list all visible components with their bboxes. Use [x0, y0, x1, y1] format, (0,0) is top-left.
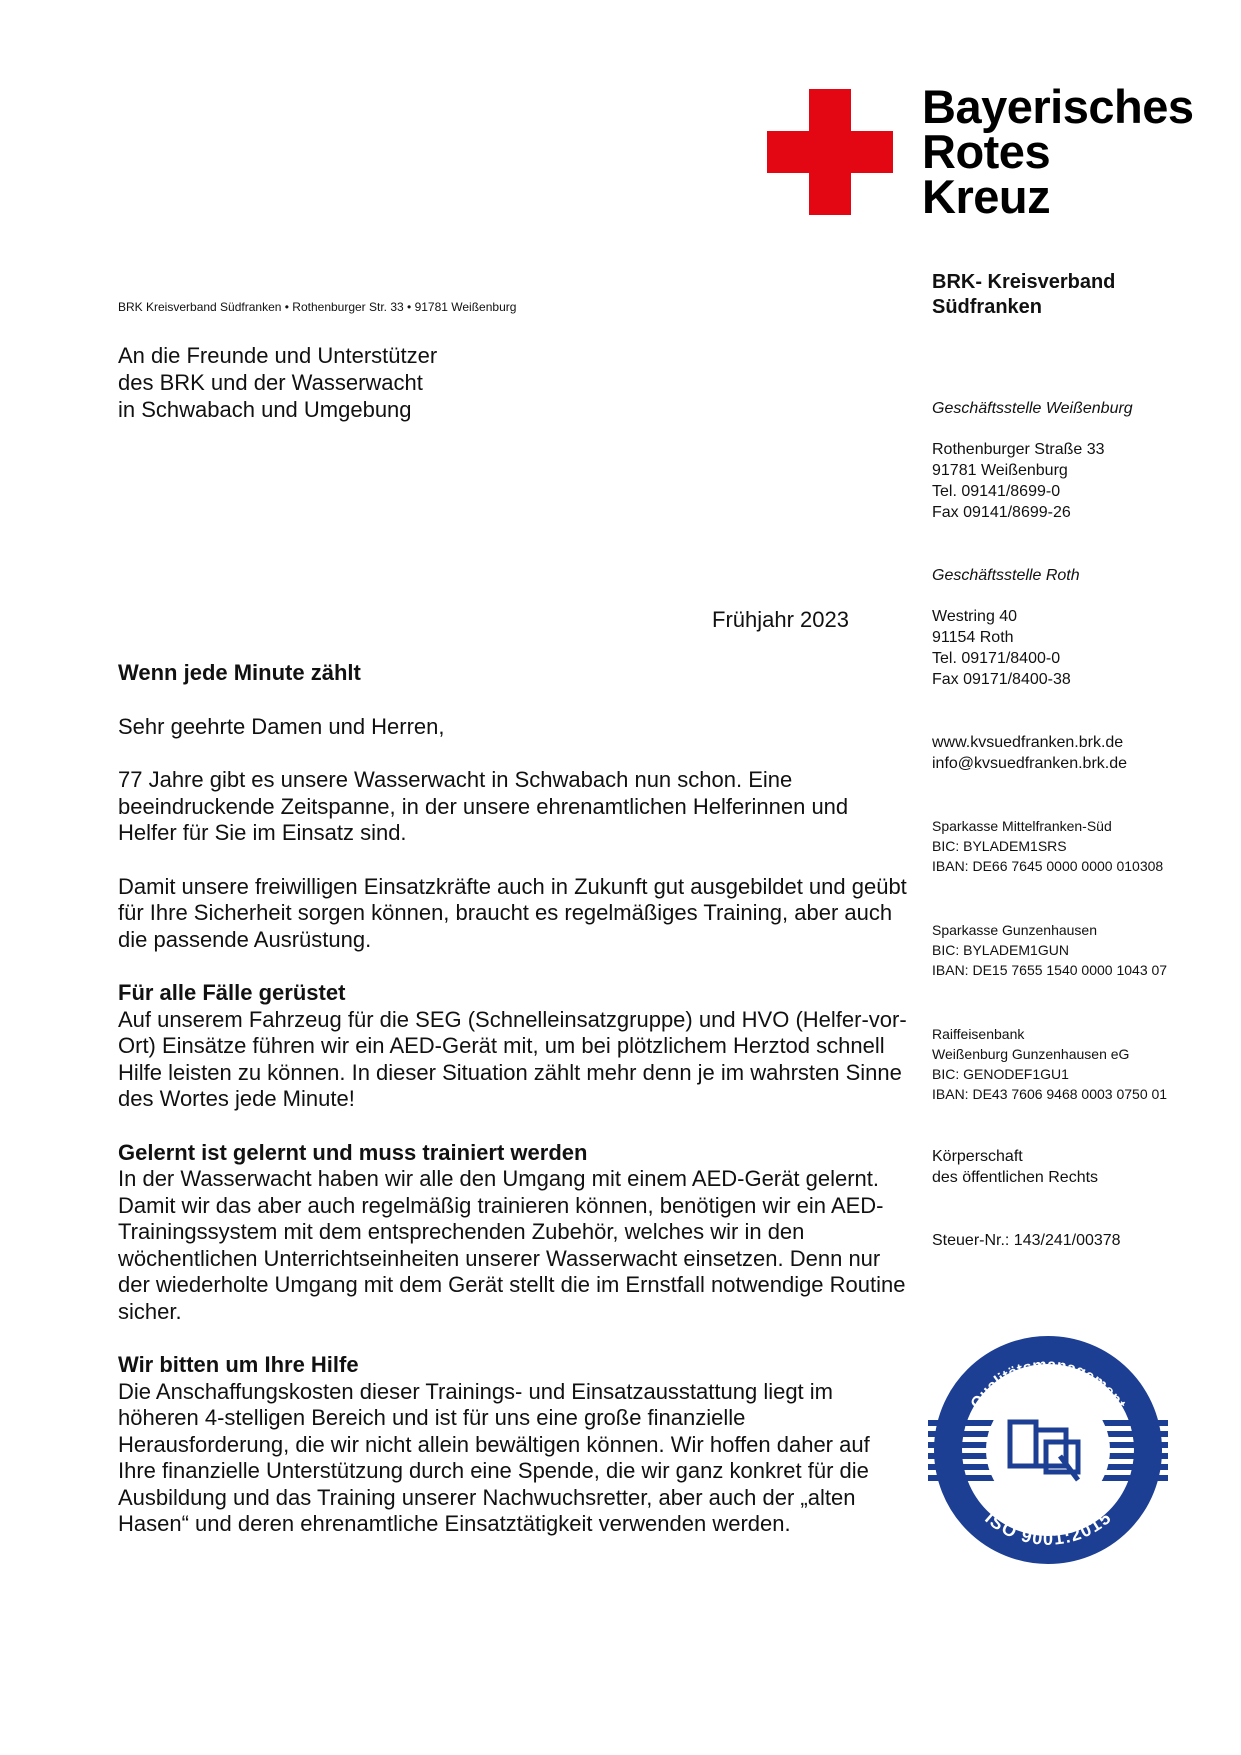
office-line: Westring 40	[932, 608, 1018, 625]
section-heading: Gelernt ist gelernt und muss trainiert werden	[118, 1139, 588, 1165]
letter-body	[118, 660, 908, 1565]
bank-block	[932, 920, 1232, 980]
bank-line: BIC: GENODEF1GU1	[932, 1066, 1069, 1082]
letter-paragraph: Damit unsere freiwilligen Einsatzkräfte auch in Zukunft gut ausgebildet und geübt für Ihre Sicherheit sorgen können, braucht es regelmäßiges Training, aber auch die passende Ausrüstung.	[118, 873, 907, 952]
brand-line: Rotes	[922, 125, 1051, 178]
recipient-address	[118, 342, 437, 423]
recipient-line: in Schwabach und Umgebung	[118, 397, 412, 422]
org-line: Südfranken	[932, 296, 1043, 318]
sidebar-contact	[932, 270, 1232, 1251]
bank-line: BIC: BYLADEM1SRS	[932, 838, 1067, 854]
office-line: Tel. 09171/8400-0	[932, 650, 1061, 667]
bank-block	[932, 816, 1232, 876]
recipient-line: An die Freunde und Unterstützer	[118, 343, 438, 368]
brand-name	[922, 80, 1194, 223]
seal-top-text: Qualitätsmanagement	[967, 1356, 1129, 1413]
bank-line: IBAN: DE43 7606 9468 0003 0750 01	[932, 1086, 1168, 1102]
brand-line: Kreuz	[922, 170, 1051, 223]
office-line: Fax 09171/8400-38	[932, 671, 1071, 688]
bank-line: Weißenburg Gunzenhausen eG	[932, 1046, 1130, 1062]
legal-line: des öffentlichen Rechts	[932, 1169, 1099, 1186]
bank-line: IBAN: DE66 7645 0000 0000 010308	[932, 858, 1164, 874]
website-link[interactable]: www.kvsuedfranken.brk.de	[932, 734, 1124, 751]
letter-greeting: Sehr geehrte Damen und Herren,	[118, 713, 445, 739]
bank-line: Sparkasse Gunzenhausen	[932, 922, 1097, 938]
brand-line: Bayerisches	[922, 80, 1194, 133]
recipient-line: des BRK und der Wasserwacht	[118, 370, 423, 395]
iso-quality-seal-icon	[928, 1330, 1168, 1570]
section-body: In der Wasserwacht haben wir alle den Umgang mit einem AED-Gerät gelernt. Damit wir das aber auch regelmäßig trainieren können, benötigen wir ein AED-Trainingssystem mit dem entsprechenden Zubehör, welches wir in den wöchentlichen Unterrichtseinheiten unserer Wasserwacht einsetzen. Denn nur der wiederholte Umgang mit dem Gerät stellt die im Ernstfall notwendige Routine sicher.	[118, 1166, 906, 1324]
red-cross-horizontal	[767, 131, 893, 173]
bank-line: Raiffeisenbank	[932, 1026, 1025, 1042]
section-body: Auf unserem Fahrzeug für die SEG (Schnelleinsatzgruppe) und HVO (Helfer-vor-Ort) Einsätze führen wir ein AED-Gerät mit, um bei plötzlichem Herztod schnell Hilfe leisten zu können. In dieser Situation zählt mehr denn je im wahrsten Sinne des Wortes jede Minute!	[118, 1006, 907, 1111]
sender-line: BRK Kreisverband Südfranken • Rothenburger Str. 33 • 91781 Weißenburg	[118, 300, 517, 314]
letter-paragraph: 77 Jahre gibt es unsere Wasserwacht in Schwabach nun schon. Eine beeindruckende Zeitspanne, in der unsere ehrenamtlichen Helferinnen und Helfer für Sie im Einsatz sind.	[118, 767, 849, 845]
tax-number: Steuer-Nr.: 143/241/00378	[932, 1232, 1121, 1249]
letter-section	[118, 980, 908, 1113]
bank-line: Sparkasse Mittelfranken-Süd	[932, 818, 1112, 834]
letter-section	[118, 1140, 908, 1326]
letter-subject: Wenn jede Minute zählt	[118, 660, 361, 685]
legal-line: Körperschaft	[932, 1148, 1023, 1165]
email-link[interactable]: info@kvsuedfranken.brk.de	[932, 755, 1128, 772]
section-body: Die Anschaffungskosten dieser Trainings- und Einsatzausstattung liegt im höheren 4-stelligen Bereich und ist für uns eine große finanzielle Herausforderung, die wir nicht allein bewältigen können. Wir hoffen daher auf Ihre finanzielle Unterstützung durch eine Spende, die wir ganz konkret für die Ausbildung und das Training unserer Nachwuchsretter, aber auch der „alten Hasen“ und deren ehrenamtliche Einsatztätigkeit verwenden werden.	[118, 1378, 870, 1536]
office-line: Fax 09141/8699-26	[932, 504, 1071, 521]
org-line: BRK- Kreisverband	[932, 271, 1116, 293]
org-name	[932, 270, 1232, 320]
office-line: Tel. 09141/8699-0	[932, 483, 1061, 500]
red-cross-icon	[767, 89, 893, 215]
office-line: 91154 Roth	[932, 629, 1014, 646]
section-heading: Für alle Fälle gerüstet	[118, 980, 346, 1005]
office-line: 91781 Weißenburg	[932, 462, 1068, 479]
office-line: Rothenburger Straße 33	[932, 441, 1105, 458]
bank-line: BIC: BYLADEM1GUN	[932, 942, 1069, 958]
office-title: Geschäftsstelle Weißenburg	[932, 400, 1133, 417]
letter-section	[118, 1352, 908, 1538]
seal-bottom-text: ISO 9001:2015	[981, 1507, 1115, 1549]
bank-line: IBAN: DE15 7655 1540 0000 1043 07	[932, 962, 1168, 978]
section-heading: Wir bitten um Ihre Hilfe	[118, 1352, 359, 1377]
office-title: Geschäftsstelle Roth	[932, 567, 1080, 584]
letter-date: Frühjahr 2023	[712, 607, 849, 632]
bank-block	[932, 1024, 1232, 1104]
